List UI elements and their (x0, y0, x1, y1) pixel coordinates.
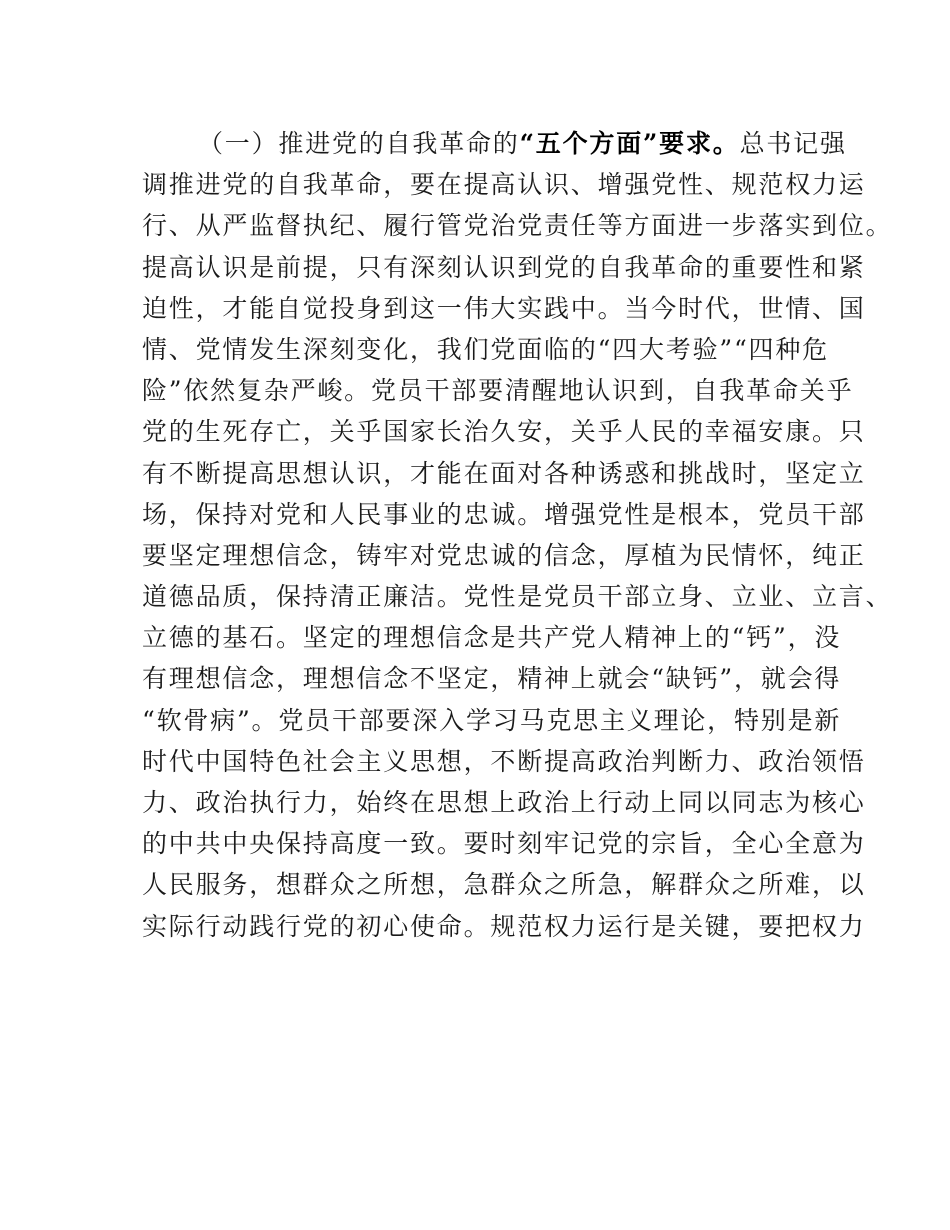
paragraph-line: 迫性，才能自觉投身到这一伟大实践中。当今时代，世情、国 (142, 293, 866, 323)
paragraph-line: 实际行动践行党的初心使命。规范权力运行是关键，要把权力 (142, 911, 866, 941)
paragraph-line: 行、从严监督执纪、履行管党治党责任等方面进一步落实到位。 (142, 211, 893, 241)
paragraph-line: 力、政治执行力，始终在思想上政治上行动上同以同志为核心 (142, 788, 866, 817)
paragraph-line: 险”依然复杂严峻。党员干部要清醒地认识到，自我革命关乎 (142, 376, 854, 406)
section-heading-prefix: （一）推进党的自我革命的 (198, 129, 520, 158)
paragraph-line: 调推进党的自我革命，要在提高认识、增强党性、规范权力运 (142, 170, 866, 200)
paragraph-line: 党的生死存亡，关乎国家长治久安，关乎人民的幸福安康。只 (142, 417, 866, 447)
paragraph-line: 有理想信念，理想信念不坚定，精神上就会“缺钙”，就会得 (142, 664, 842, 694)
paragraph-line: 道德品质，保持清正廉洁。党性是党员干部立身、立业、立言、 (142, 582, 893, 612)
section-heading-bold: “五个方面”要求。 (519, 129, 740, 158)
paragraph-line: 情、党情发生深刻变化，我们党面临的“四大考验”“四种危 (142, 334, 829, 364)
paragraph-line: 要坚定理想信念，铸牢对党忠诚的信念，厚植为民情怀，纯正 (142, 540, 866, 570)
paragraph-line: 的中共中央保持高度一致。要时刻牢记党的宗旨，全心全意为 (142, 829, 866, 859)
paragraph-first-line (142, 123, 847, 164)
first-line-rest: 总书记强 (739, 129, 847, 158)
body-paragraph (142, 123, 893, 947)
paragraph-line: “软骨病”。党员干部要深入学习马克思主义理论，特别是新 (142, 705, 842, 735)
paragraph-line: 时代中国特色社会主义思想，不断提高政治判断力、政治领悟 (142, 746, 866, 776)
paragraph-line: 有不断提高思想认识，才能在面对各种诱惑和挑战时，坚定立 (142, 458, 866, 488)
paragraph-line: 人民服务，想群众之所想，急群众之所急，解群众之所难，以 (142, 870, 866, 900)
paragraph-line: 场，保持对党和人民事业的忠诚。增强党性是根本，党员干部 (142, 499, 866, 529)
paragraph-line: 立德的基石。坚定的理想信念是共产党人精神上的“钙”，没 (142, 623, 842, 653)
paragraph-line: 提高认识是前提，只有深刻认识到党的自我革命的重要性和紧 (142, 252, 866, 282)
